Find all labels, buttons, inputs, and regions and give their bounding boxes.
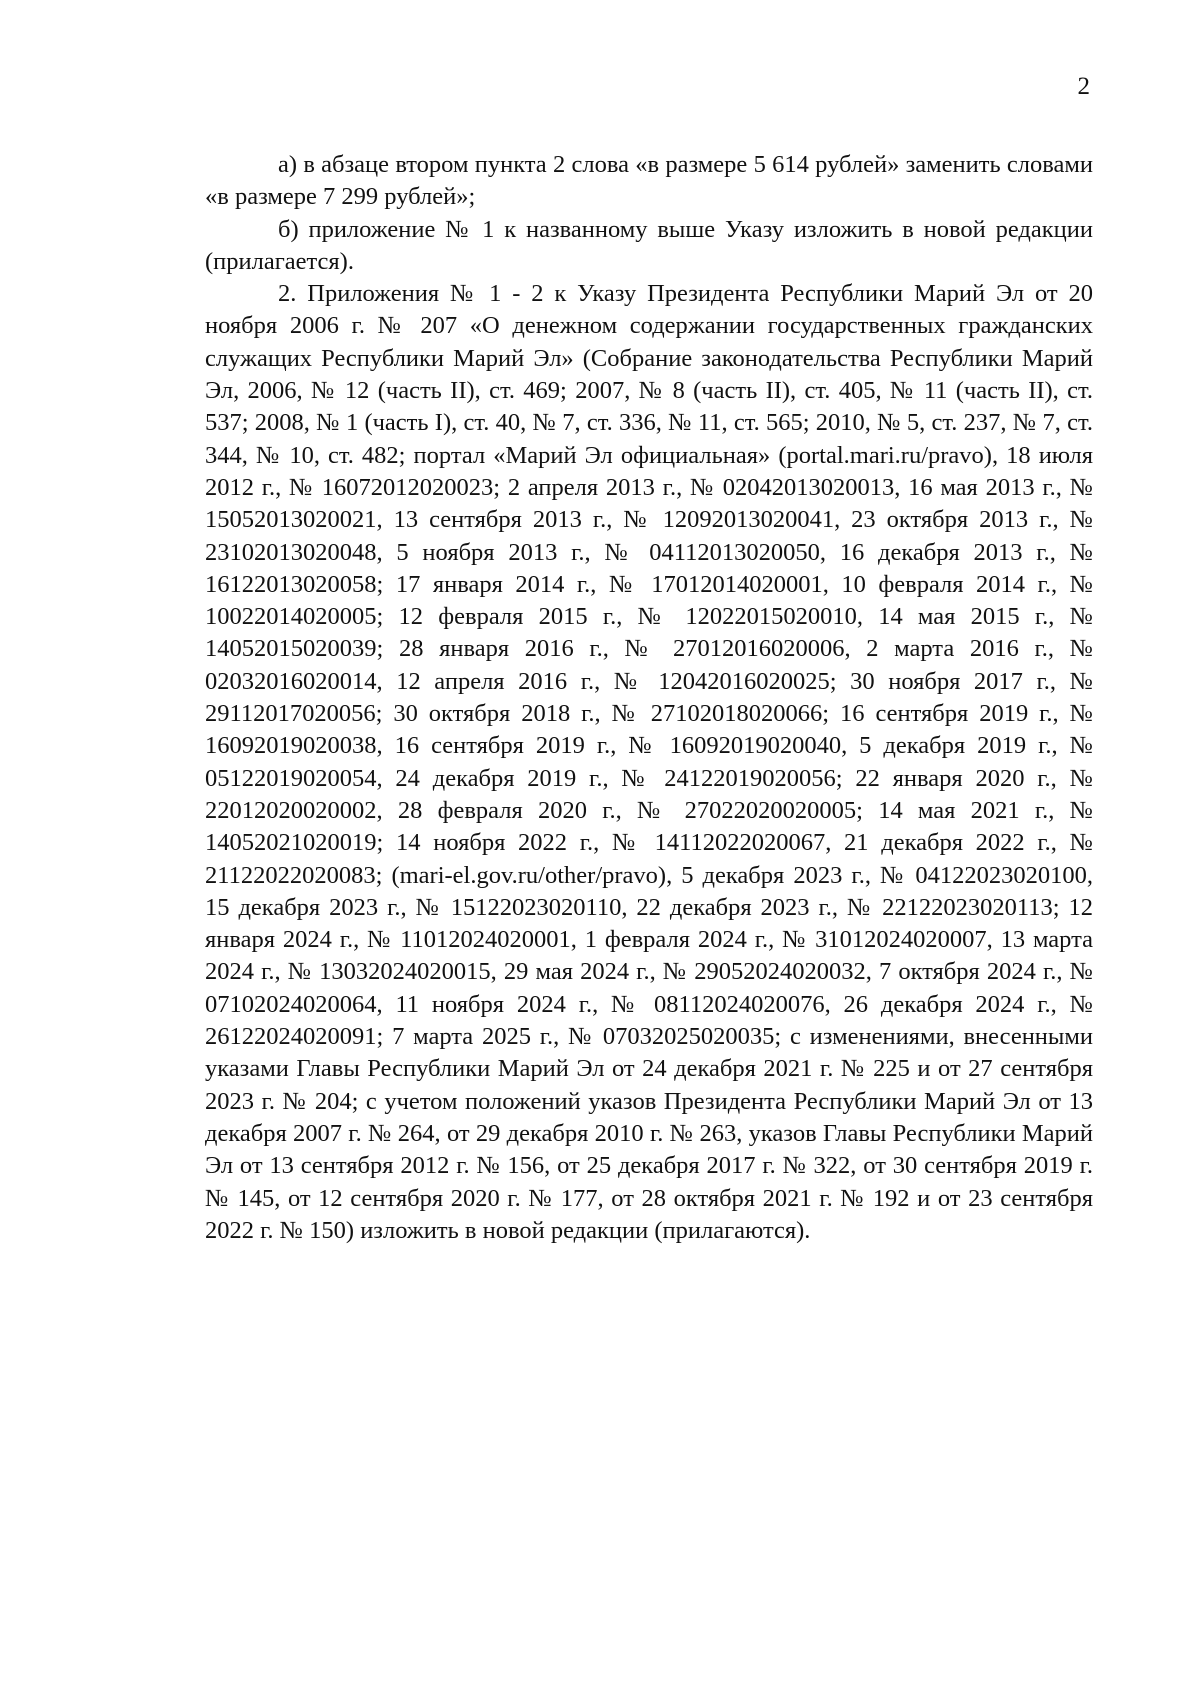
document-body [205,149,1093,1247]
page-number: 2 [1077,73,1090,100]
paragraph-subitem-b: б) приложение № 1 к названному выше Указу изложить в новой редакции (прилагается). [205,215,1093,275]
paragraph-subitem-a: а) в абзаце втором пункта 2 слова «в размере 5 614 рублей» заменить словами «в размере 7 299 рублей»; [205,151,1093,211]
paragraph-item-2: 2. Приложения № 1 - 2 к Указу Президента Республики Марий Эл от 20 ноября 2006 г. № 207 «О денежном содержании государственных гражданских служащих Республики Марий Эл» (Собрание законодательства Республики Марий Эл, 2006, № 12 (часть II), ст. 469; 2007, № 8 (часть II), ст. 405, № 11 (часть II), ст. 537; 2008, № 1 (часть I), ст. 40, № 7, ст. 336, № 11, ст. 565; 2010, № 5, ст. 237, № 7, ст. 344, № 10, ст. 482; портал «Марий Эл официальная» (portal.mari.ru/pravo), 18 июля 2012 г., № 16072012020023; 2 апреля 2013 г., № 02042013020013, 16 мая 2013 г., № 15052013020021, 13 сентября 2013 г., № 12092013020041, 23 октября 2013 г., № 23102013020048, 5 ноября 2013 г., № 04112013020050, 16 декабря 2013 г., № 16122013020058; 17 января 2014 г., № 17012014020001, 10 февраля 2014 г., № 10022014020005; 12 февраля 2015 г., № 12022015020010, 14 мая 2015 г., № 14052015020039; 28 января 2016 г., № 27012016020006, 2 марта 2016 г., № 02032016020014, 12 апреля 2016 г., № 12042016020025; 30 ноября 2017 г., № 29112017020056; 30 октября 2018 г., № 27102018020066; 16 сентября 2019 г., № 16092019020038, 16 сентября 2019 г., № 16092019020040, 5 декабря 2019 г., № 05122019020054, 24 декабря 2019 г., № 24122019020056; 22 января 2020 г., № 22012020020002, 28 февраля 2020 г., № 27022020020005; 14 мая 2021 г., № 14052021020019; 14 ноября 2022 г., № 14112022020067, 21 декабря 2022 г., № 21122022020083; (mari-el.gov.ru/other/pravo), 5 декабря 2023 г., № 04122023020100, 15 декабря 2023 г., № 15122023020110, 22 декабря 2023 г., № 22122023020113; 12 января 2024 г., № 11012024020001, 1 февраля 2024 г., № 31012024020007, 13 марта 2024 г., № 13032024020015, 29 мая 2024 г., № 29052024020032, 7 октября 2024 г., № 07102024020064, 11 ноября 2024 г., № 08112024020076, 26 декабря 2024 г., № 26122024020091; 7 марта 2025 г., № 07032025020035; с изменениями, внесенными указами Главы Республики Марий Эл от 24 декабря 2021 г. № 225 и от 27 сентября 2023 г. № 204; с учетом положений указов Президента Республики Марий Эл от 13 декабря 2007 г. № 264, от 29 декабря 2010 г. № 263, указов Главы Республики Марий Эл от 13 сентября 2012 г. № 156, от 25 декабря 2017 г. № 322, от 30 сентября 2019 г. № 145, от 12 сентября 2020 г. № 177, от 28 октября 2021 г. № 192 и от 23 сентября 2022 г. № 150) изложить в новой редакции (прилагаются). [205,280,1093,1244]
